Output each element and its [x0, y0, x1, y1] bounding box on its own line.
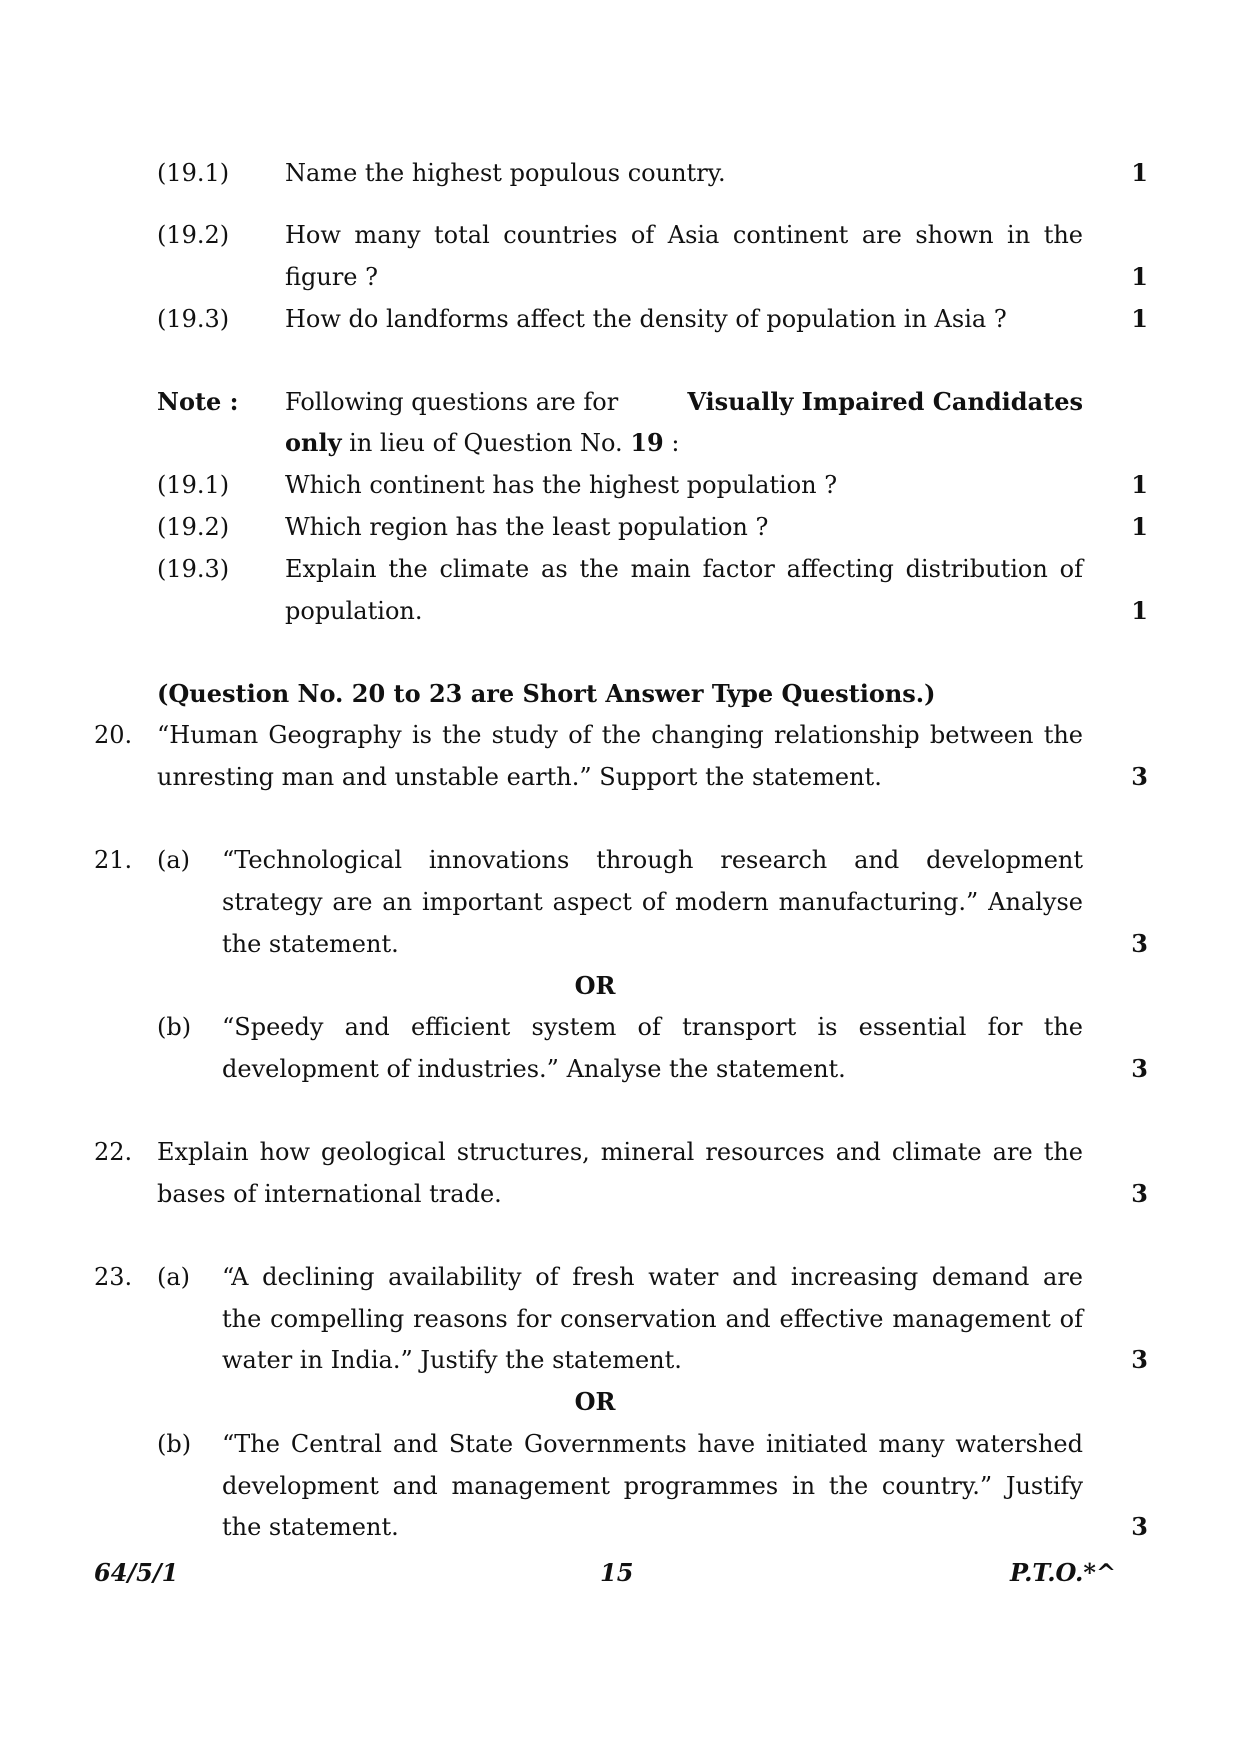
- vi-q19-2-text: Which region has the least population ?: [285, 513, 769, 541]
- vi-q19-1-number: (19.1): [157, 471, 230, 499]
- q23a-label: (a): [157, 1263, 191, 1291]
- vi-q19-3-text-line2: population.: [285, 597, 423, 625]
- q21-or: OR: [574, 971, 616, 1000]
- q21a-text-line1: “Technological innovations through research and development: [222, 846, 1083, 874]
- q21b-label: (b): [157, 1013, 192, 1041]
- q23b-text-line3: the statement.: [222, 1513, 399, 1541]
- q21a-text-line3: the statement.: [222, 930, 399, 958]
- note-line1: [285, 387, 1083, 417]
- footer-pto: P.T.O.*^: [1010, 1558, 1117, 1587]
- q23b-marks: 3: [1131, 1512, 1148, 1541]
- q20-text-line2: unresting man and unstable earth.” Support the statement.: [157, 763, 882, 791]
- note-label: Note :: [157, 387, 239, 416]
- footer-page-number: 15: [600, 1558, 634, 1587]
- q19-1-marks: 1: [1131, 158, 1148, 187]
- note-line1-bold: Visually Impaired Candidates: [687, 387, 1083, 416]
- q19-2-marks: 1: [1131, 262, 1148, 291]
- q23a-text-line1: “A declining availability of fresh water and increasing demand are: [222, 1263, 1083, 1291]
- q22-marks: 3: [1131, 1179, 1148, 1208]
- q23-number: 23.: [94, 1263, 133, 1291]
- vi-q19-3-number: (19.3): [157, 555, 230, 583]
- q19-3-text: How do landforms affect the density of population in Asia ?: [285, 305, 1007, 333]
- note-line2-plain: in lieu of Question No.: [341, 429, 623, 457]
- section-heading: (Question No. 20 to 23 are Short Answer Type Questions.): [157, 679, 936, 708]
- vi-q19-1-text: Which continent has the highest population ?: [285, 471, 838, 499]
- q21b-marks: 3: [1131, 1054, 1148, 1083]
- q19-2-number: (19.2): [157, 221, 230, 249]
- q23-or: OR: [574, 1387, 616, 1416]
- q23a-text-line3: water in India.” Justify the statement.: [222, 1346, 682, 1374]
- vi-q19-3-text-line1: Explain the climate as the main factor affecting distribution of: [285, 555, 1083, 583]
- q21a-text-line2: strategy are an important aspect of modern manufacturing.” Analyse: [222, 888, 1083, 916]
- note-line2: [285, 428, 679, 458]
- q21a-label: (a): [157, 846, 191, 874]
- q22-number: 22.: [94, 1138, 133, 1166]
- vi-q19-1-marks: 1: [1131, 470, 1148, 499]
- q19-3-marks: 1: [1131, 304, 1148, 333]
- q22-text-line1: Explain how geological structures, mineral resources and climate are the: [157, 1138, 1083, 1166]
- q23b-label: (b): [157, 1430, 192, 1458]
- q23b-text-line1: “The Central and State Governments have initiated many watershed: [222, 1430, 1083, 1458]
- vi-q19-2-number: (19.2): [157, 513, 230, 541]
- q20-number: 20.: [94, 721, 133, 749]
- q19-1-text: Name the highest populous country.: [285, 159, 726, 187]
- q22-text-line2: bases of international trade.: [157, 1180, 502, 1208]
- q20-marks: 3: [1131, 762, 1148, 791]
- q21b-text-line2: development of industries.” Analyse the statement.: [222, 1055, 846, 1083]
- q23b-text-line2: development and management programmes in the country.” Justify: [222, 1472, 1083, 1500]
- q19-3-number: (19.3): [157, 305, 230, 333]
- q21a-marks: 3: [1131, 929, 1148, 958]
- note-line2-end: :: [663, 429, 680, 457]
- q19-2-text-line2: figure ?: [285, 263, 378, 291]
- q23a-marks: 3: [1131, 1345, 1148, 1374]
- q23a-text-line2: the compelling reasons for conservation and effective management of: [222, 1305, 1083, 1333]
- q19-2-text-line1: How many total countries of Asia continent are shown in the: [285, 221, 1083, 249]
- footer-paper-code: 64/5/1: [94, 1558, 179, 1587]
- q19-1-number: (19.1): [157, 159, 230, 187]
- q21-number: 21.: [94, 846, 133, 874]
- vi-q19-3-marks: 1: [1131, 596, 1148, 625]
- q20-text-line1: “Human Geography is the study of the changing relationship between the: [157, 721, 1083, 749]
- vi-q19-2-marks: 1: [1131, 512, 1148, 541]
- note-line2-bold: only: [285, 428, 342, 457]
- note-line1-plain: Following questions are for: [285, 388, 619, 416]
- note-line2-number: 19: [630, 428, 664, 457]
- q21b-text-line1: “Speedy and efficient system of transport is essential for the: [222, 1013, 1083, 1041]
